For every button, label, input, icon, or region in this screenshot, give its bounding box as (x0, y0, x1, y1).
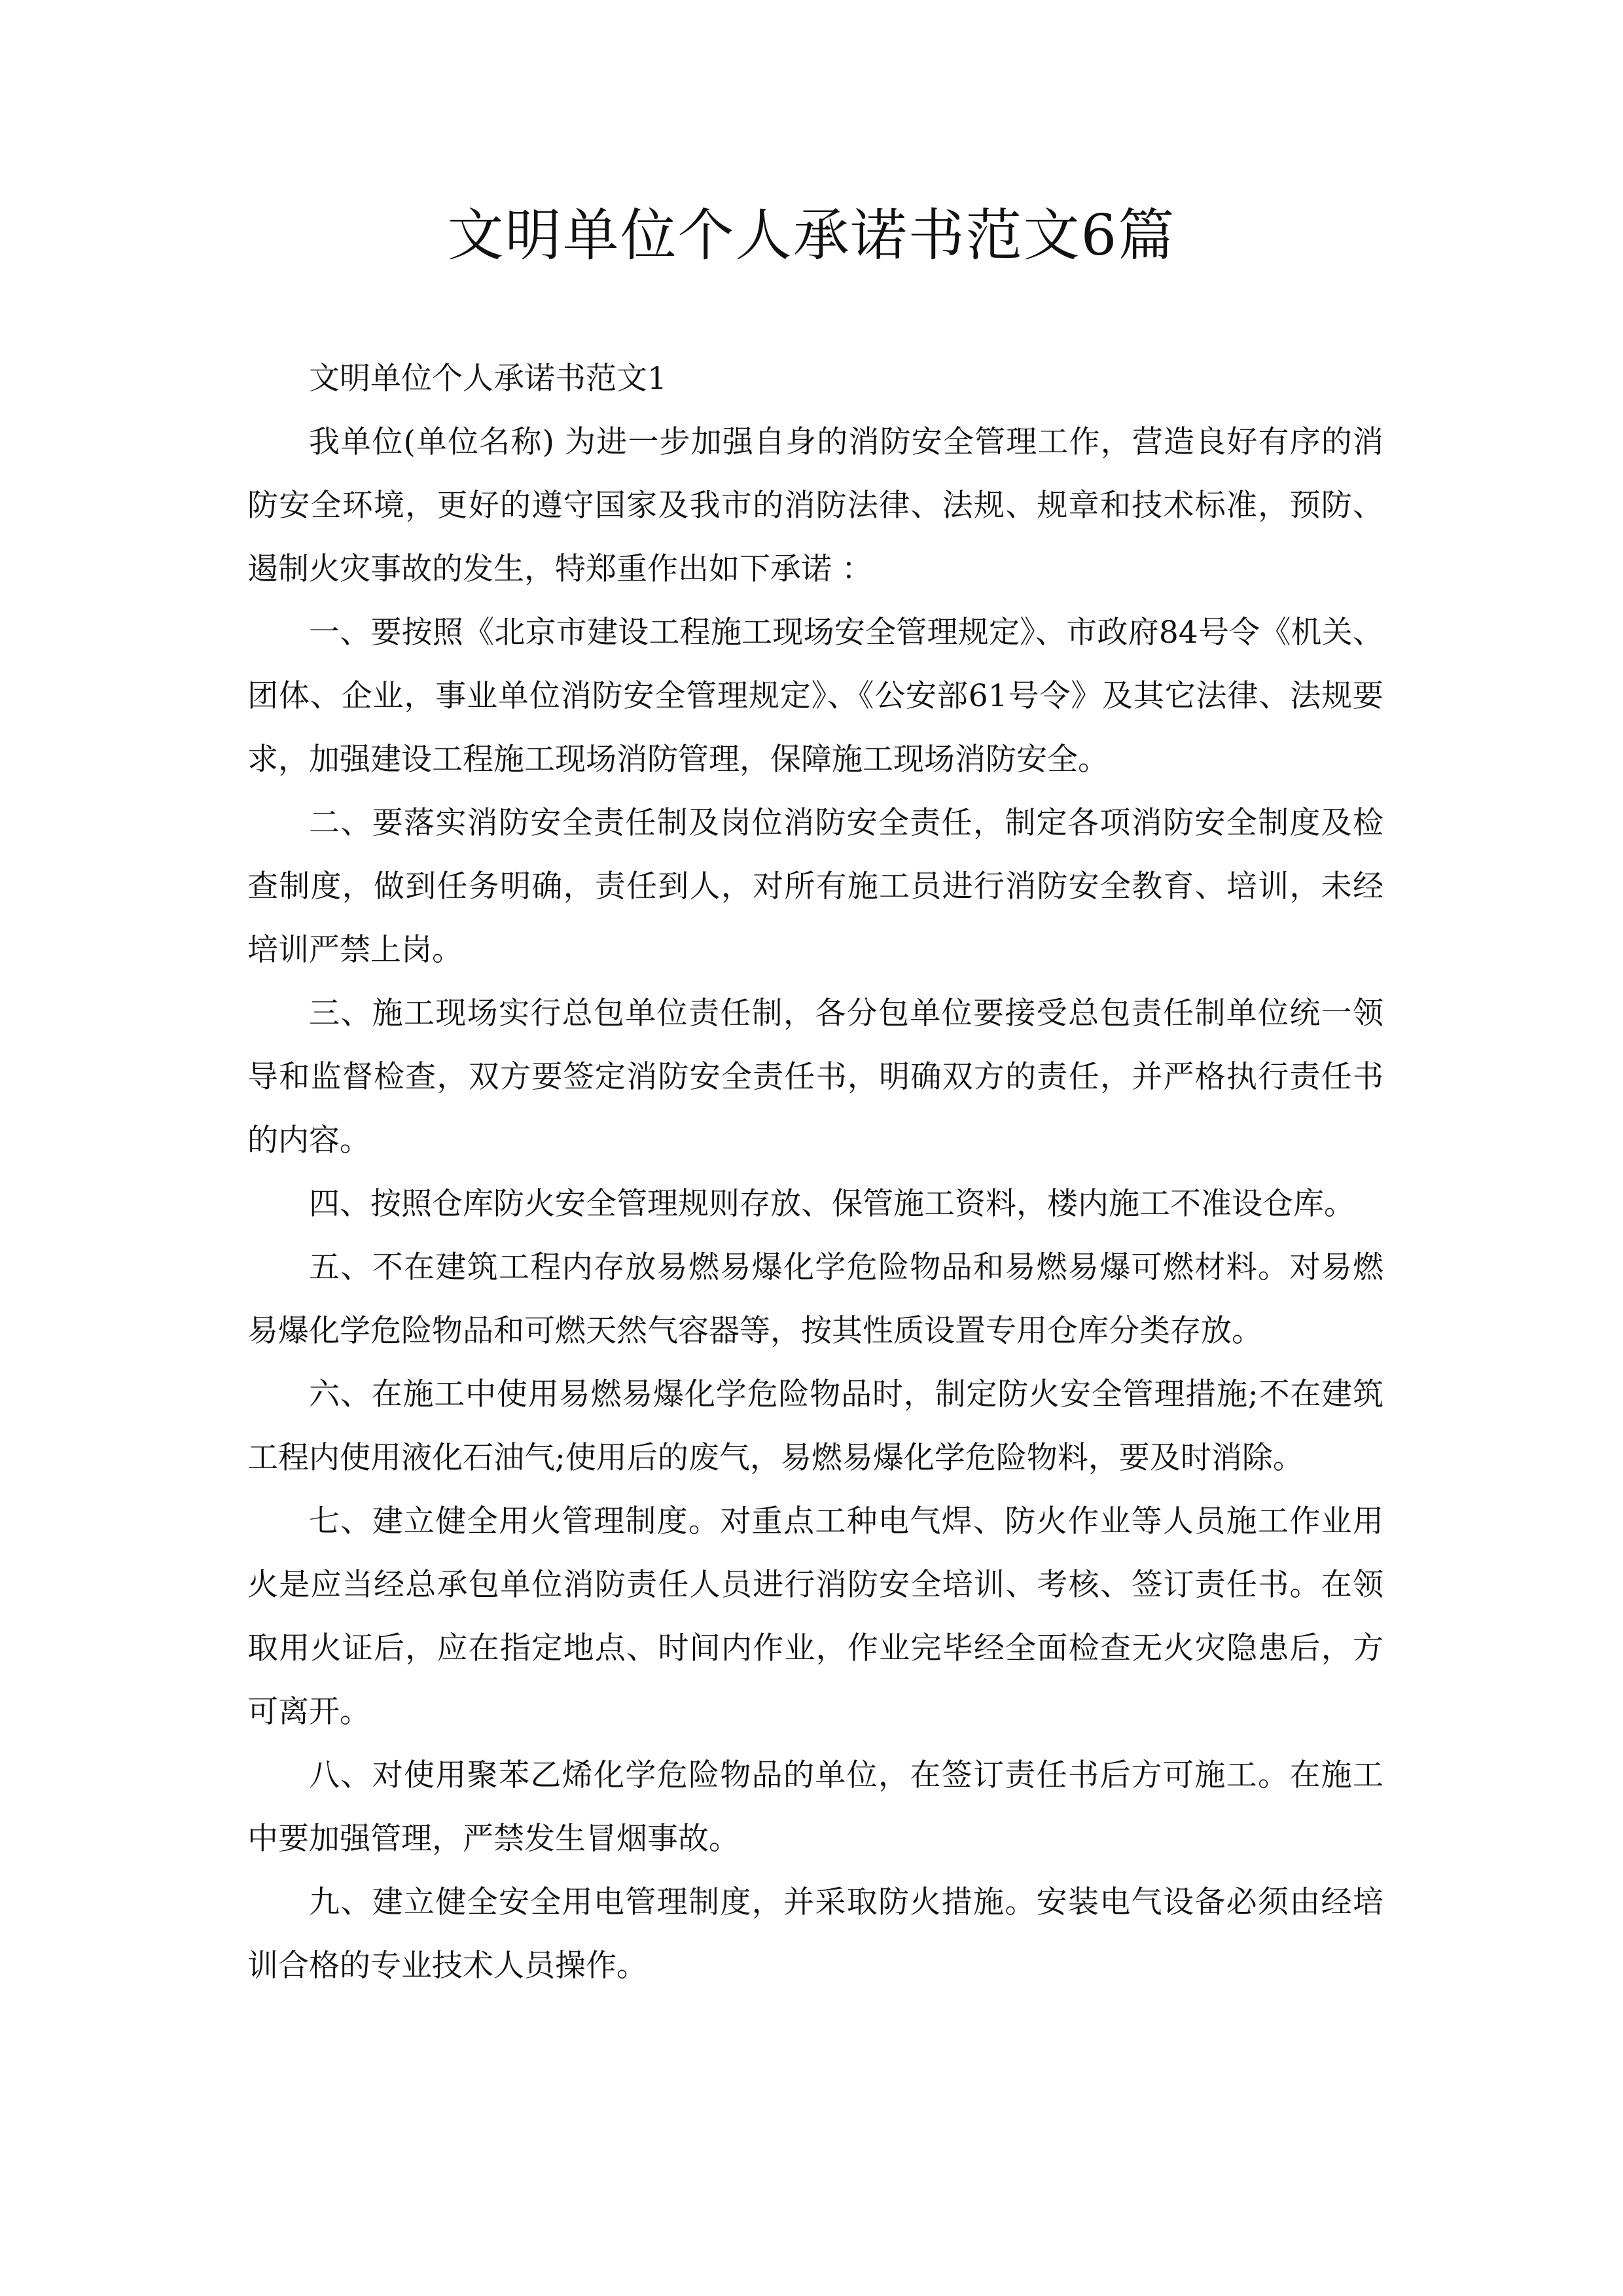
paragraph-item-4: 四、按照仓库防火安全管理规则存放、保管施工资料，楼内施工不准设仓库。 (309, 1186, 1355, 1222)
paragraph-item-1: 一、要按照《北京市建设工程施工现场安全管理规定》、市政府84号令《机关、团体、企业，事业单位消防安全管理规定》、《公安部61号令》及其它法律、法规要求，加强建设工程施工现场消防管理，保障施工现场消防安全。 (247, 615, 1383, 778)
paragraph-item-7: 七、建立健全用火管理制度。对重点工种电气焊、防火作业等人员施工作业用火是应当经总承包单位消防责任人员进行消防安全培训、考核、签订责任书。在领取用火证后，应在指定地点、时间内作业，作业完毕经全面检查无火灾隐患后，方可离开。 (247, 1503, 1383, 1730)
document-title: 文明单位个人承诺书范文6篇 (447, 203, 1176, 268)
paragraph-item-3: 三、施工现场实行总包单位责任制，各分包单位要接受总包责任制单位统一领导和监督检查，双方要签定消防安全责任书，明确双方的责任，并严格执行责任书的内容。 (247, 996, 1383, 1158)
paragraph-intro: 我单位(单位名称) 为进一步加强自身的消防安全管理工作，营造良好有序的消防安全环境，更好的遵守国家及我市的消防法律、法规、规章和技术标准，预防、遏制火灾事故的发生，特郑重作出如下承诺 ： (247, 424, 1383, 587)
section-heading: 文明单位个人承诺书范文1 (309, 361, 667, 397)
paragraph-item-5: 五、不在建筑工程内存放易燃易爆化学危险物品和易燃易爆可燃材料。对易燃易爆化学危险物品和可燃天然气容器等，按其性质设置专用仓库分类存放。 (247, 1249, 1383, 1349)
paragraph-item-2: 二、要落实消防安全责任制及岗位消防安全责任，制定各项消防安全制度及检查制度，做到任务明确，责任到人，对所有施工员进行消防安全教育、培训，未经培训严禁上岗。 (247, 805, 1383, 968)
paragraph-item-9: 九、建立健全安全用电管理制度，并采取防火措施。安装电气设备必须由经培训合格的专业技术人员操作。 (247, 1884, 1383, 1984)
paragraph-item-8: 八、对使用聚苯乙烯化学危险物品的单位，在签订责任书后方可施工。在施工中要加强管理，严禁发生冒烟事故。 (247, 1757, 1383, 1857)
document-body (247, 347, 1383, 1998)
paragraph-item-6: 六、在施工中使用易燃易爆化学危险物品时，制定防火安全管理措施;不在建筑工程内使用液化石油气;使用后的废气，易燃易爆化学危险物料，要及时消除。 (247, 1376, 1383, 1476)
